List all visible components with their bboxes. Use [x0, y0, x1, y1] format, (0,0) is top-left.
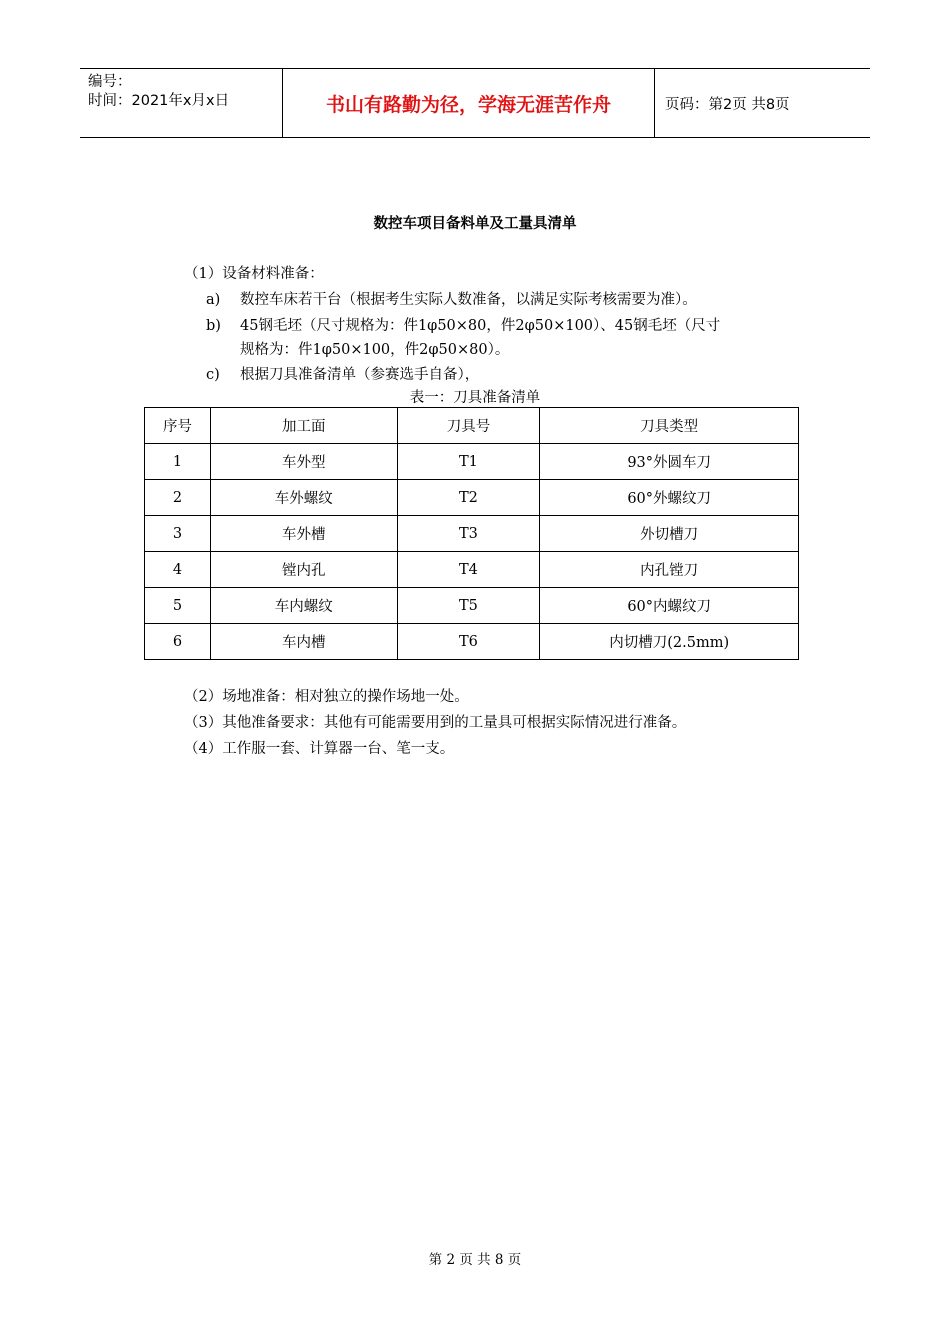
page-header: [80, 68, 870, 138]
cell-index: 4: [145, 552, 211, 588]
time-label: 时间：2021年x月x日: [88, 93, 230, 109]
header-meta: [80, 69, 282, 137]
cell-tool-type: 60°内螺纹刀: [540, 588, 799, 624]
table-row: [145, 444, 799, 480]
header-tool-number: 刀具号: [397, 408, 540, 444]
section2-text: （2）场地准备：相对独立的操作场地一处。: [184, 689, 469, 705]
cell-tool-type: 内切槽刀(2.5mm): [540, 624, 799, 660]
item-b: [206, 314, 720, 335]
cell-tool-number: T5: [397, 588, 540, 624]
cell-tool-type: 93°外圆车刀: [540, 444, 799, 480]
cell-tool-number: T4: [397, 552, 540, 588]
cell-surface: 车外螺纹: [210, 480, 397, 516]
cell-surface: 车内螺纹: [210, 588, 397, 624]
item-c-marker: c): [206, 367, 220, 383]
cell-surface: 车外槽: [210, 516, 397, 552]
page-footer: 第 2 页 共 8 页: [428, 1252, 522, 1268]
header-tool-type: 刀具类型: [540, 408, 799, 444]
cell-surface: 镗内孔: [210, 552, 397, 588]
cell-index: 1: [145, 444, 211, 480]
cell-tool-number: T3: [397, 516, 540, 552]
cell-index: 3: [145, 516, 211, 552]
code-label: 编号：: [88, 74, 132, 90]
cell-surface: 车外型: [210, 444, 397, 480]
table-row: [145, 516, 799, 552]
cell-index: 5: [145, 588, 211, 624]
item-b-text-line2: 规格为：件1φ50×100，件2φ50×80）。: [240, 342, 510, 358]
item-a-text: 数控车床若干台（根据考生实际人数准备，以满足实际考核需要为准）。: [240, 292, 697, 308]
cell-tool-type: 60°外螺纹刀: [540, 480, 799, 516]
cell-index: 2: [145, 480, 211, 516]
header-motto: 书山有路勤为径，学海无涯苦作舟: [282, 69, 655, 137]
item-a-marker: a): [206, 292, 221, 308]
section4-text: （4）工作服一套、计算器一台、笔一支。: [184, 741, 455, 757]
document-title: 数控车项目备料单及工量具清单: [373, 216, 577, 232]
table-row: [145, 480, 799, 516]
table-row: [145, 588, 799, 624]
item-b-marker: b): [206, 318, 221, 334]
cell-tool-number: T6: [397, 624, 540, 660]
header-page-info: 页码：第2页 共8页: [665, 96, 790, 113]
section3-text: （3）其他准备要求：其他有可能需要用到的工量具可根据实际情况进行准备。: [184, 715, 687, 731]
item-c-text: 根据刀具准备清单（参赛选手自备），: [240, 367, 480, 383]
header-index: 序号: [145, 408, 211, 444]
cell-surface: 车内槽: [210, 624, 397, 660]
cell-tool-type: 内孔镗刀: [540, 552, 799, 588]
table-row: [145, 552, 799, 588]
item-c: [206, 363, 479, 384]
cell-tool-type: 外切槽刀: [540, 516, 799, 552]
table-row: [145, 624, 799, 660]
header-surface: 加工面: [210, 408, 397, 444]
cell-tool-number: T2: [397, 480, 540, 516]
table-caption: 表一：刀具准备清单: [409, 390, 541, 406]
tool-table: [144, 407, 799, 660]
cell-tool-number: T1: [397, 444, 540, 480]
table-header-row: [145, 408, 799, 444]
section1-heading: （1）设备材料准备：: [184, 266, 324, 282]
item-a: [206, 288, 697, 309]
item-b-text-line1: 45钢毛坯（尺寸规格为：件1φ50×80，件2φ50×100）、45钢毛坯（尺寸: [240, 318, 721, 334]
cell-index: 6: [145, 624, 211, 660]
